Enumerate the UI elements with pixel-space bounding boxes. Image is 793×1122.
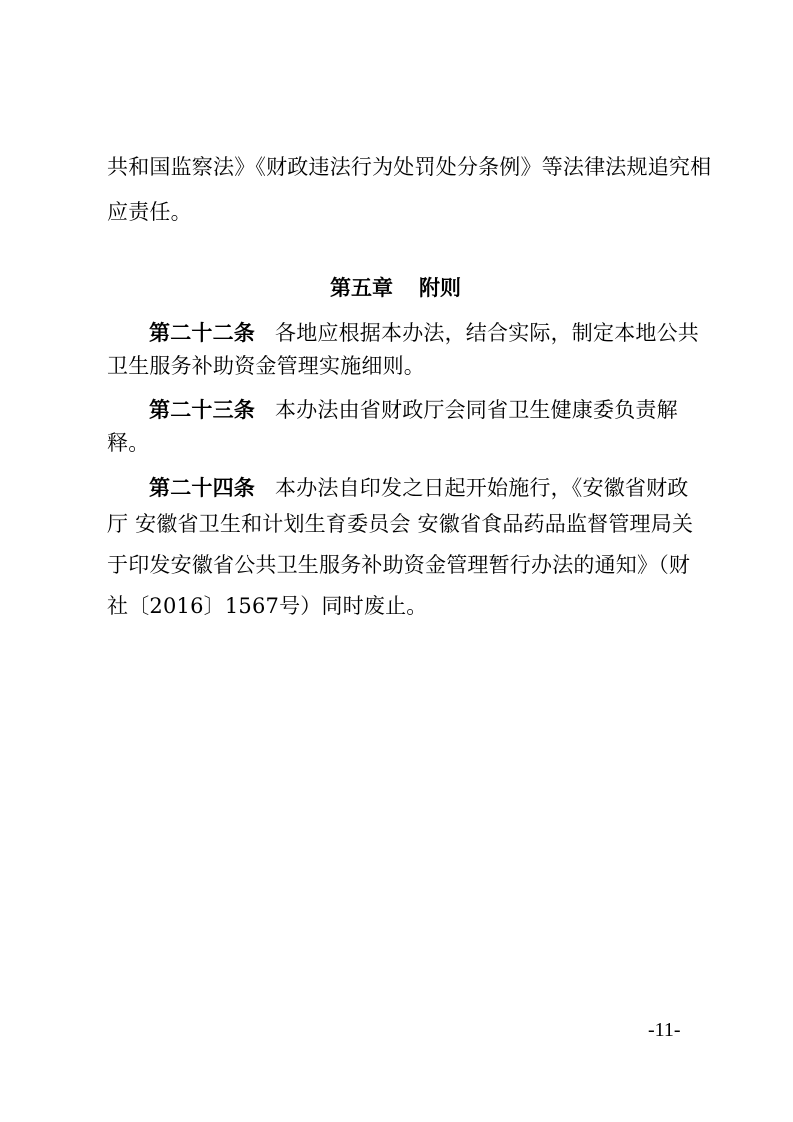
article-23-first-line — [149, 395, 678, 425]
article-23-continuation: 释。 — [107, 431, 150, 455]
article-label: 第二十四条 — [149, 476, 255, 500]
article-24-continuation: 厅 安徽省卫生和计划生育委员会 安徽省食品药品监督管理局关 — [107, 512, 694, 536]
chapter-title: 附则 — [419, 275, 461, 300]
chapter-number: 第五章 — [330, 275, 393, 300]
article-text: 本办法由省财政厅会同省卫生健康委负责解 — [275, 398, 678, 422]
page-number: -11- — [648, 1019, 681, 1041]
article-22-first-line — [149, 318, 699, 348]
article-label: 第二十二条 — [149, 321, 255, 345]
article-24-first-line — [149, 473, 689, 503]
body-text-line: 共和国监察法》《财政违法行为处罚处分条例》等法律法规追究相 — [107, 155, 712, 179]
article-24-continuation: 于印发安徽省公共卫生服务补助资金管理暂行办法的通知》（财 — [107, 553, 691, 577]
article-text: 本办法自印发之日起开始施行，《安徽省财政 — [275, 476, 689, 500]
body-text-line: 应责任。 — [107, 200, 192, 224]
article-text: 各地应根据本办法，结合实际，制定本地公共 — [275, 321, 699, 345]
article-24-continuation: 社〔2016〕1567号）同时废止。 — [107, 594, 428, 618]
article-label: 第二十三条 — [149, 398, 255, 422]
chapter-heading — [330, 273, 461, 303]
article-22-continuation: 卫生服务补助资金管理实施细则。 — [107, 354, 425, 378]
